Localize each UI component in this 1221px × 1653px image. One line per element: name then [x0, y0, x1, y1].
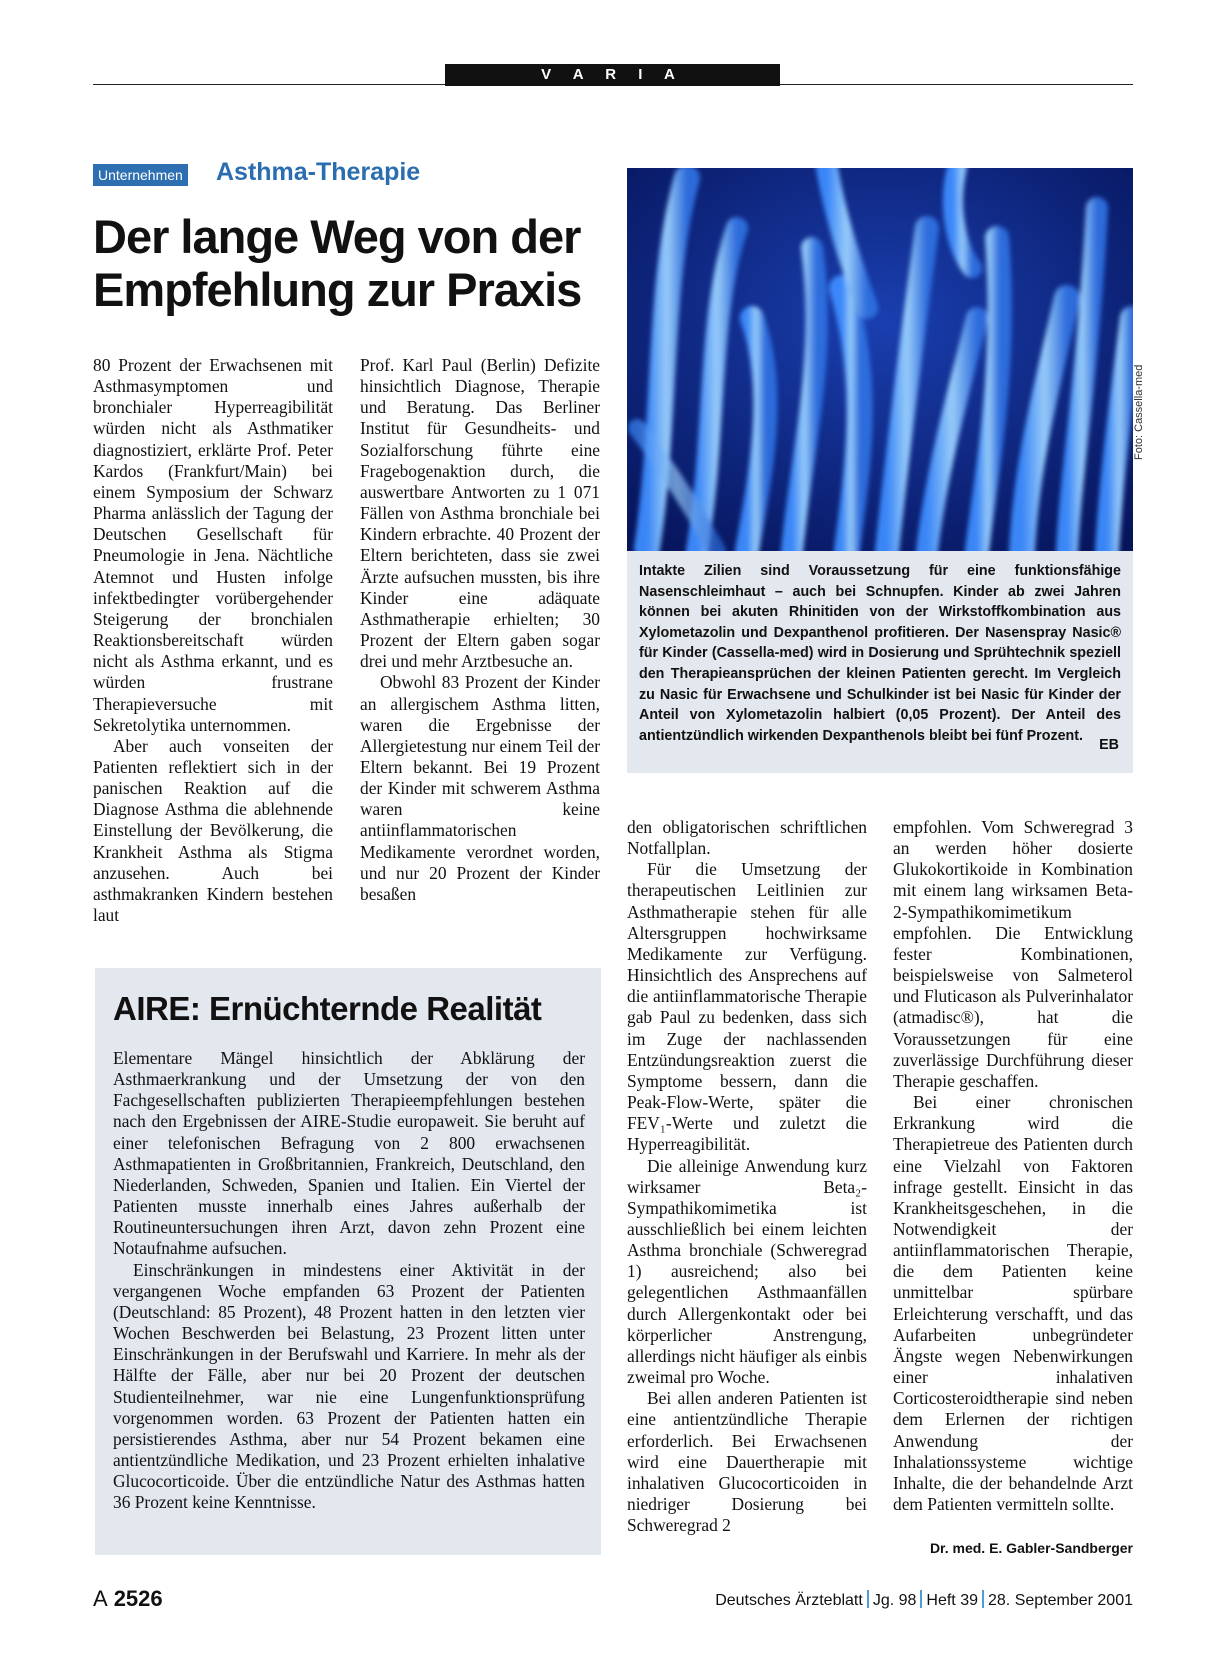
paragraph: Für die Umsetzung der therapeutischen Leitlinien zur Asthmatherapie stehen für alle Altersgruppen hochwirksame Medikamente zur Verfügung. Hinsichtlich des Ansprechens auf die antiinflammatorische Therapie gab Paul zu bedenken, dass sich im Zuge der nachlassenden Entzündungsreaktion zuerst die Symptome bessern, dann die Peak-Flow-Werte, später die FEV₁-Werte und zuletzt die Hyperreagibilität.: [627, 859, 867, 1155]
paragraph: Die alleinige Anwendung kurz wirksamer Beta₂-Sympathikomimetika ist ausschließlich bei einem leichten Asthma bronchiale (Schweregrad 1) ausreichend; also bei gelegentlichen Asthmaanfällen durch Allergenkontakt oder bei körperlicher Anstrengung, allerdings nicht häufiger als einbis zweimal pro Woche.: [627, 1155, 867, 1388]
photo-caption: [627, 551, 1133, 773]
paragraph: Obwohl 83 Prozent der Kinder an allergischem Asthma litten, waren die Ergebnisse der Allergietestung nur einem Teil der Eltern bekannt. Bei 19 Prozent der Kinder mit schwerem Asthma waren keine antiinflammatorischen Medikamente verordnet worden, und nur 20 Prozent der Kinder besaßen: [360, 672, 600, 904]
article-column-2: [360, 355, 600, 947]
category-badge: Unternehmen: [93, 164, 188, 186]
caption-text: Intakte Zilien sind Voraussetzung für eine funktionsfähige Nasenschleimhaut – auch bei Schnupfen. Kinder ab zwei Jahren können bei akuten Rhinitiden von der Wirkstoffkombination aus Xylometazolin und Dexpanthenol profitieren. Der Nasenspray Nasic® für Kinder (Cassella-med) wird in Dosierung und Sprühtechnik speziell den Therapieansprüchen der kleinen Patienten gerecht. Im Vergleich zu Nasic für Erwachsene und Schulkinder ist bei Nasic für Kinder der Anteil von Xylometazolin halbiert (0,05 Prozent). Der Anteil des antientzündlich wirkenden Dexpanthenols bleibt bei fünf Prozent.: [639, 563, 1121, 744]
box-title: AIRE: Ernüchternde Realität: [113, 990, 542, 1027]
journal-issue: Heft 39: [926, 1592, 978, 1609]
box-body: [113, 1048, 585, 1513]
paragraph: Bei allen anderen Patienten ist eine antientzündliche Therapie erforderlich. Bei Erwachsenen wird eine Dauertherapie mit inhalativen Glucocorticoiden in niedriger Dosierung bei Schweregrad 2: [627, 1388, 867, 1536]
page-prefix: A: [93, 1586, 108, 1611]
journal-volume: Jg. 98: [872, 1592, 917, 1609]
journal-date: 28. September 2001: [988, 1592, 1133, 1609]
cilia-illustration: [627, 168, 1133, 551]
separator: [982, 1590, 984, 1608]
photo-credit: Foto: Cassella-med: [1133, 364, 1145, 460]
article-column-1: [93, 355, 333, 947]
journal-name: Deutsches Ärzteblatt: [715, 1592, 863, 1609]
separator: [867, 1590, 869, 1608]
paragraph: Bei einer chronischen Erkrankung wird die Therapietreue des Patienten durch eine Vielzahl von Faktoren infrage gestellt. Einsicht in das Krankheitsgeschehen, in die Notwendigkeit der antiinflammatorischen Therapie, die dem Patienten keine unmittelbar spürbare Erleichterung verschafft, und das Aufarbeiten unbegründeter Ängste wegen Nebenwirkungen einer inhalativen Corticosteroidtherapie sind neben dem Erlernen der richtigen Anwendung der Inhalationssysteme wichtige Inhalte, die der behandelnde Arzt dem Patienten vermitteln sollte.: [893, 1092, 1133, 1514]
paragraph: Aber auch vonseiten der Patienten reflektiert sich in der panischen Reaktion auf die Diagnose Asthma die ablehnende Einstellung der Bevölkerung, die Krankheit Asthma als Stigma anzusehen. Auch bei asthmakranken Kindern bestehen laut: [93, 735, 333, 926]
paragraph: den obligatorischen schriftlichen Notfallplan.: [627, 817, 867, 859]
paragraph: 80 Prozent der Erwachsenen mit Asthmasymptomen und bronchialer Hyperreagibilität würden nicht als Asthmatiker diagnostiziert, erklärte Prof. Peter Kardos (Frankfurt/Main) bei einem Symposium der Schwarz Pharma anlässlich der Tagung der Deutschen Gesellschaft für Pneumologie in Jena. Nächtliche Atemnot und Husten infolge infektbedingter vorübergehender Steigerung der bronchialen Reaktionsbereitschaft würden nicht als Asthma erkannt, und es würden frustrane Therapieversuche mit Sekretolytika unternommen.: [93, 355, 333, 735]
paragraph: Elementare Mängel hinsichtlich der Abklärung der Asthmaerkrankung und der Umsetzung der von den Fachgesellschaften publizierten Therapieempfehlungen bestehen nach den Ergebnissen der AIRE-Studie europaweit. Sie beruht auf einer telefonischen Befragung von 2 800 erwachsenen Asthmapatienten in Großbritannien, Frankreich, Deutschland, den Niederlanden, Schweden, Spanien und Italien. Ein Viertel der Patienten musste innerhalb eines Jahres außerhalb der Routineuntersuchungen ihren Arzt, davon zehn Prozent eine Notaufnahme aufsuchen.: [113, 1048, 585, 1259]
article-column-4: [893, 817, 1133, 1557]
page-number: [93, 1586, 163, 1612]
paragraph: empfohlen. Vom Schweregrad 3 an werden höher dosierte Glukokortikoide in Kombination mit einem lang wirksamen Beta-2-Sympathikomimetikum empfohlen. Die Entwicklung fester Kombinationen, beispielsweise von Salmeterol und Fluticason als Pulverinhalator (atmadisc®), hat die Voraussetzungen für eine zuverlässige Durchführung dieser Therapie geschaffen.: [893, 817, 1133, 1091]
section-label: V A R I A: [445, 64, 780, 86]
separator: [920, 1590, 922, 1608]
page-number-value: 2526: [113, 1586, 163, 1611]
cilia-photo: [627, 168, 1133, 551]
article-column-3: [627, 817, 867, 1557]
article-author: Dr. med. E. Gabler-Sandberger: [929, 1540, 1133, 1556]
paragraph: Prof. Karl Paul (Berlin) Defizite hinsichtlich Diagnose, Therapie und Beratung. Das Berliner Institut für Gesundheits- und Sozialforschung führte eine Fragebogenaktion durch, die auswertbare Antworten zu 1 071 Fällen von Asthma bronchiale bei Kindern erbrachte. 40 Prozent der Eltern berichteten, dass sie zwei Ärzte aufsuchen mussten, bis ihre Kinder eine adäquate Asthmatherapie erhielten; 30 Prozent der Eltern gaben sogar drei und mehr Arztbesuche an.: [360, 355, 600, 672]
journal-footer: [715, 1590, 1133, 1610]
paragraph: Einschränkungen in mindestens einer Aktivität in der vergangenen Woche empfanden 63 Prozent der Patienten (Deutschland: 85 Prozent), 48 Prozent hatten in den letzten vier Wochen Beschwerden bei Belastung, 23 Prozent litten unter Einschränkungen in der Berufswahl und Karriere. In mehr als der Hälfte der Fälle, aber nur bei 20 Prozent der deutschen Studienteilnehmer, war nie eine Lungenfunktionsprüfung vorgenommen worden. 63 Prozent der Patienten hatten ein persistierendes Asthma, aber nur 54 Prozent bekamen eine antientzündliche Medikation, und 23 Prozent erhielten inhalative Glucocorticoide. Über die entzündliche Natur des Asthmas hatten 36 Prozent keine Kenntnisse.: [113, 1259, 585, 1513]
caption-signature: EB: [1099, 737, 1119, 753]
kicker-title: Asthma-Therapie: [216, 158, 421, 186]
article-headline: Der lange Weg von der Empfehlung zur Praxis: [93, 210, 582, 316]
sidebar-box: [95, 968, 601, 1555]
